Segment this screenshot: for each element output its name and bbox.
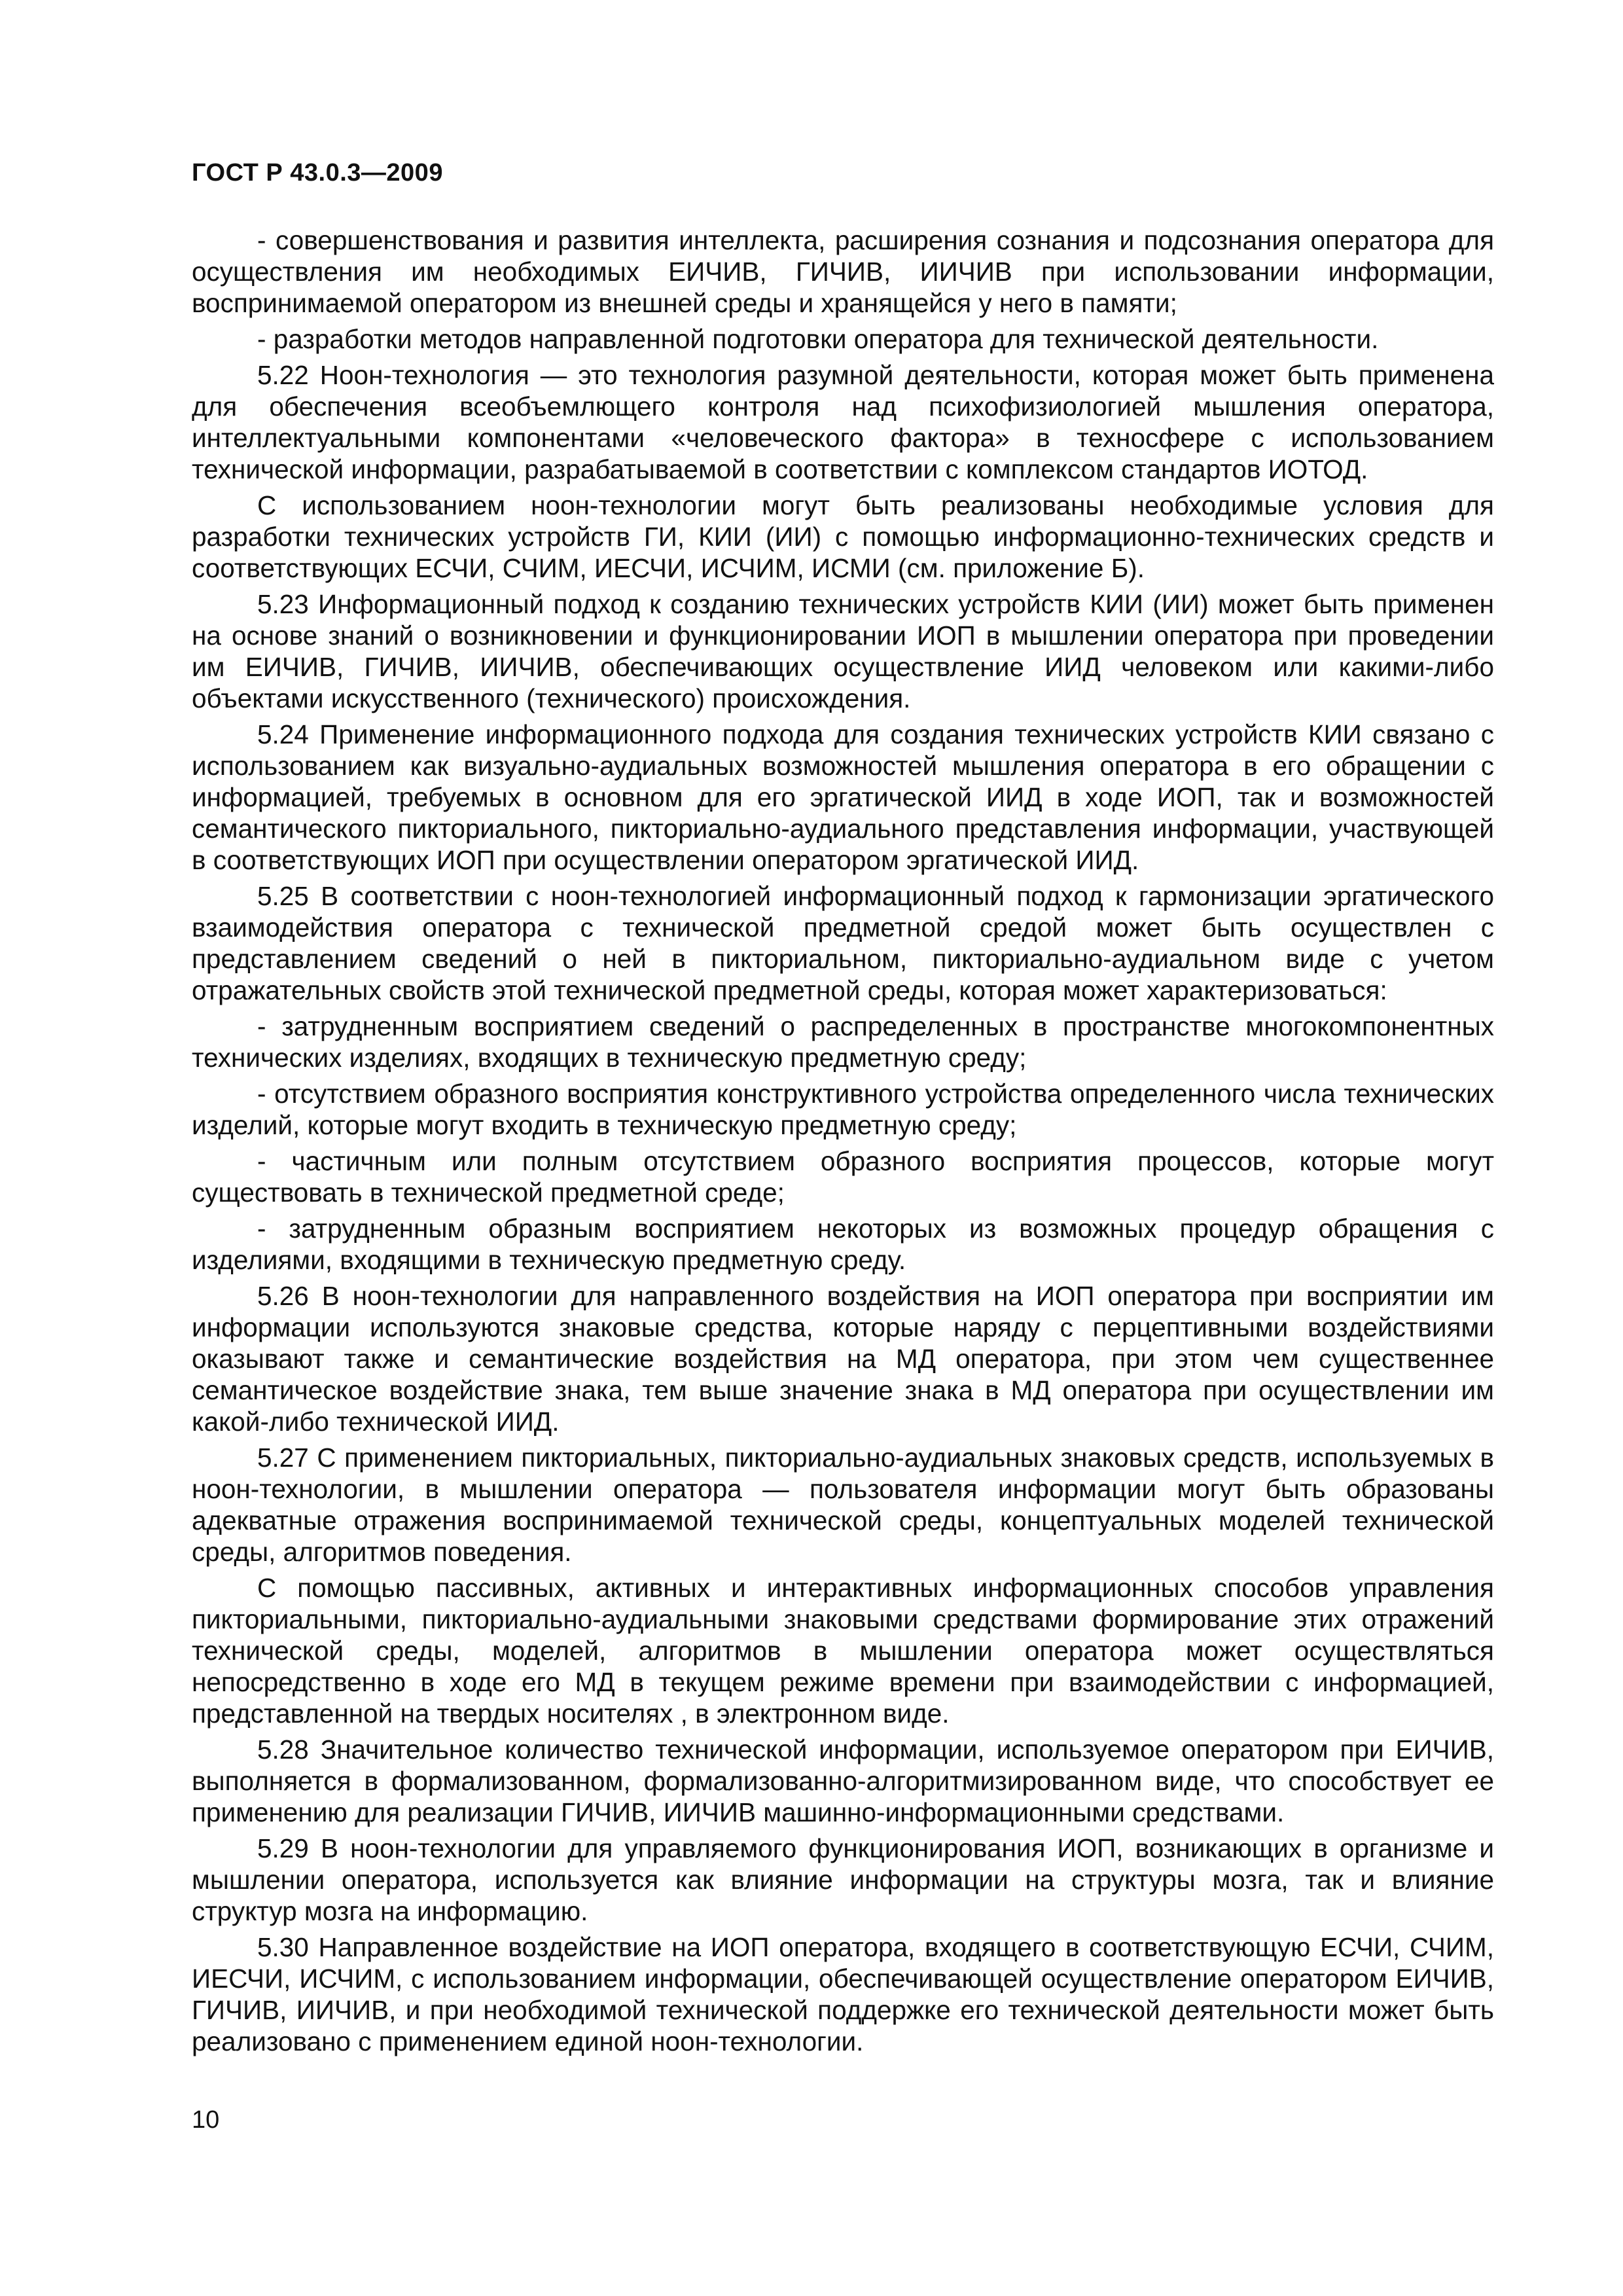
paragraph-bullet-construction: - отсутствием образного восприятия конструктивного устройства определенного числа технических изделий, которые могут входить в техническую предметную среду; bbox=[192, 1079, 1494, 1140]
body-text bbox=[192, 224, 1494, 2062]
page-number: 10 bbox=[192, 2106, 220, 2134]
paragraph-5-22: 5.22 Ноон-технология — это технология разумной деятельности, которая может быть применена для обеспечения всеобъемлющего контроля над психофизиологией мышления оператора, интеллектуальными компонентами «человеческого фактора» в техносфере с использованием технической информации, разрабатываемой в соответствии с комплексом стандартов ИОТОД. bbox=[192, 360, 1494, 484]
paragraph-bullet-methods: - разработки методов направленной подготовки оператора для технической деятельности. bbox=[257, 324, 1379, 354]
paragraph-5-23: 5.23 Информационный подход к созданию технических устройств КИИ (ИИ) может быть применен на основе знаний о возникновении и функционировании ИОП в мышлении оператора при проведении им ЕИЧИВ, ГИЧИВ, ИИЧИВ, обеспечивающих осуществление ИИД человеком или какими-либо объектами искусственного (технического) происхождения. bbox=[192, 589, 1494, 713]
paragraph-5-25: 5.25 В соответствии с ноон-технологией информационный подход к гармонизации эргатического взаимодействия оператора с технической предметной средой может быть осуществлен с представлением сведений о ней в пикториальном, пикториально-аудиальном виде с учетом отражательных свойств этой технической предметной среды, которая может характеризоваться: bbox=[192, 881, 1494, 1005]
paragraph-bullet-intellect: - совершенствования и развития интеллекта, расширения сознания и подсознания оператора для осуществления им необходимых ЕИЧИВ, ГИЧИВ, ИИЧИВ при использовании информации, воспринимаемой оператором из внешней среды и хранящейся у него в памяти; bbox=[192, 225, 1494, 318]
paragraph-bullet-procedures: - затрудненным образным восприятием некоторых из возможных процедур обращения с изделиями, входящими в техническую предметную среду. bbox=[192, 1213, 1494, 1275]
paragraph-bullet-processes: - частичным или полным отсутствием образного восприятия процессов, которые могут существовать в технической предметной среде; bbox=[192, 1146, 1494, 1208]
paragraph-5-24: 5.24 Применение информационного подхода для создания технических устройств КИИ связано с использованием как визуально-аудиальных возможностей мышления оператора в его обращении с информацией, требуемых в основном для его эргатической ИИД в ходе ИОП, так и возможностей семантического пикториального, пикториально-аудиального представления информации, участвующей в соответствующих ИОП при осуществлении оператором эргатической ИИД. bbox=[192, 719, 1494, 875]
paragraph-5-26: 5.26 В ноон-технологии для направленного воздействия на ИОП оператора при восприятии им информации используются знаковые средства, которые наряду с перцептивными воздействиями оказывают также и семантические воздействия на МД оператора, при этом чем существеннее семантическое воздействие знака, тем выше значение знака в МД оператора при осуществлении им какой-либо технической ИИД. bbox=[192, 1281, 1494, 1437]
paragraph-5-28: 5.28 Значительное количество технической информации, используемое оператором при ЕИЧИВ, выполняется в формализованном, формализованно-алгоритмизированном виде, что способствует ее применению для реализации ГИЧИВ, ИИЧИВ машинно-информационными средствами. bbox=[192, 1734, 1494, 1827]
paragraph-5-30: 5.30 Направленное воздействие на ИОП оператора, входящего в соответствующую ЕСЧИ, СЧИМ, ИЕСЧИ, ИСЧИМ, с использованием информации, обеспечивающей осуществление оператором ЕИЧИВ, ГИЧИВ, ИИЧИВ, и при необходимой технической поддержке его технической деятельности может быть реализовано с применением единой ноон-технологии. bbox=[192, 1932, 1494, 2056]
document-header: ГОСТ Р 43.0.3—2009 bbox=[192, 159, 443, 187]
paragraph-5-29: 5.29 В ноон-технологии для управляемого функционирования ИОП, возникающих в организме и мышлении оператора, используется как влияние информации на структуры мозга, так и влияние структур мозга на информацию. bbox=[192, 1833, 1494, 1926]
paragraph-5-27: 5.27 С применением пикториальных, пикториально-аудиальных знаковых средств, используемых в ноон-технологии, в мышлении оператора — пользователя информации могут быть образованы адекватные отражения воспринимаемой технической среды, концептуальных моделей технической среды, алгоритмов поведения. bbox=[192, 1443, 1494, 1567]
paragraph-bullet-distributed: - затрудненным восприятием сведений о распределенных в пространстве многокомпонентных технических изделиях, входящих в техническую предметную среду; bbox=[192, 1011, 1494, 1073]
paragraph-5-22-continued: С использованием ноон-технологии могут быть реализованы необходимые условия для разработки технических устройств ГИ, КИИ (ИИ) с помощью информационно-технических средств и соответствующих ЕСЧИ, СЧИМ, ИЕСЧИ, ИСЧИМ, ИСМИ (см. приложение Б). bbox=[192, 490, 1494, 583]
paragraph-5-27-continued: С помощью пассивных, активных и интерактивных информационных способов управления пикториальными, пикториально-аудиальными знаковыми средствами формирование этих отражений технической среды, моделей, алгоритмов в мышлении оператора может осуществляться непосредственно в ходе его МД в текущем режиме времени при взаимодействии с информацией, представленной на твердых носителях , в электронном виде. bbox=[192, 1573, 1494, 1729]
